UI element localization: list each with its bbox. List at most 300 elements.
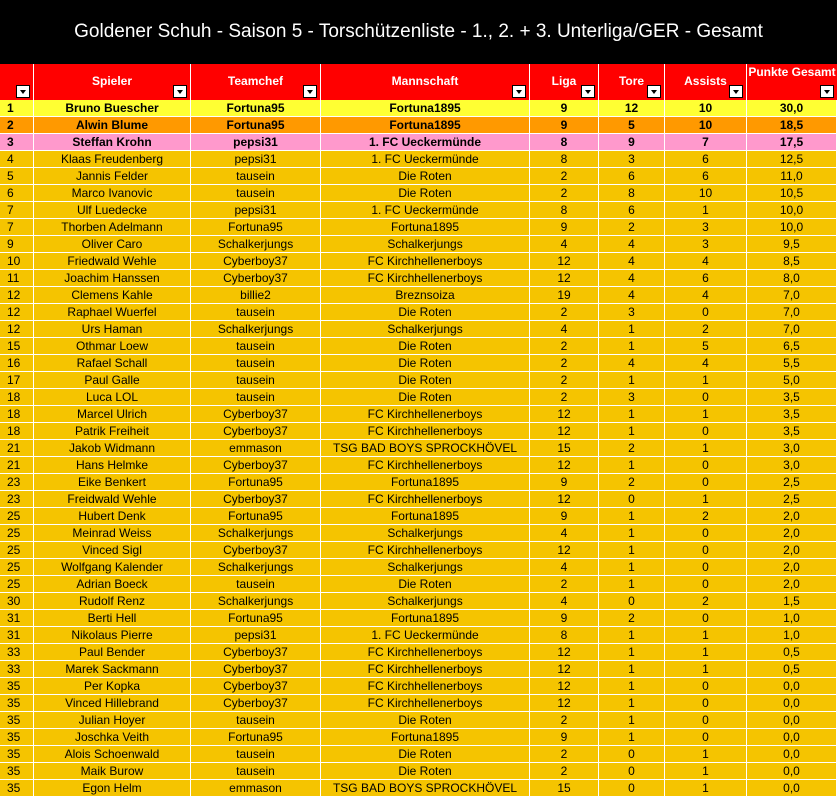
- cell-punkte[interactable]: 1,0: [747, 610, 837, 627]
- cell-liga[interactable]: 15: [530, 780, 599, 797]
- cell-spieler[interactable]: Vinced Hillebrand: [34, 695, 191, 712]
- cell-spieler[interactable]: Friedwald Wehle: [34, 253, 191, 270]
- cell-liga[interactable]: 12: [530, 542, 599, 559]
- cell-mannschaft[interactable]: Schalkerjungs: [321, 559, 530, 576]
- cell-mannschaft[interactable]: FC Kirchhellenerboys: [321, 644, 530, 661]
- cell-punkte[interactable]: 10,5: [747, 185, 837, 202]
- cell-teamchef[interactable]: pepsi31: [191, 627, 321, 644]
- cell-liga[interactable]: 9: [530, 610, 599, 627]
- filter-dropdown-icon[interactable]: [303, 85, 317, 98]
- cell-spieler[interactable]: Steffan Krohn: [34, 134, 191, 151]
- cell-rank[interactable]: 3: [0, 134, 34, 151]
- cell-assists[interactable]: 0: [665, 457, 747, 474]
- cell-mannschaft[interactable]: 1. FC Ueckermünde: [321, 151, 530, 168]
- cell-assists[interactable]: 0: [665, 474, 747, 491]
- cell-spieler[interactable]: Hans Helmke: [34, 457, 191, 474]
- cell-rank[interactable]: 12: [0, 287, 34, 304]
- cell-assists[interactable]: 1: [665, 763, 747, 780]
- cell-tore[interactable]: 4: [599, 355, 665, 372]
- cell-liga[interactable]: 12: [530, 491, 599, 508]
- cell-punkte[interactable]: 7,0: [747, 304, 837, 321]
- cell-mannschaft[interactable]: Fortuna1895: [321, 117, 530, 134]
- cell-assists[interactable]: 1: [665, 491, 747, 508]
- cell-teamchef[interactable]: Fortuna95: [191, 219, 321, 236]
- filter-dropdown-icon[interactable]: [647, 85, 661, 98]
- cell-punkte[interactable]: 7,0: [747, 321, 837, 338]
- cell-teamchef[interactable]: Cyberboy37: [191, 270, 321, 287]
- cell-teamchef[interactable]: emmason: [191, 440, 321, 457]
- cell-punkte[interactable]: 0,0: [747, 695, 837, 712]
- cell-mannschaft[interactable]: Die Roten: [321, 712, 530, 729]
- cell-assists[interactable]: 1: [665, 202, 747, 219]
- cell-mannschaft[interactable]: Fortuna1895: [321, 508, 530, 525]
- cell-rank[interactable]: 17: [0, 372, 34, 389]
- cell-liga[interactable]: 2: [530, 185, 599, 202]
- cell-liga[interactable]: 12: [530, 270, 599, 287]
- cell-teamchef[interactable]: tausein: [191, 355, 321, 372]
- cell-rank[interactable]: 9: [0, 236, 34, 253]
- cell-punkte[interactable]: 8,5: [747, 253, 837, 270]
- cell-punkte[interactable]: 0,5: [747, 661, 837, 678]
- cell-tore[interactable]: 1: [599, 406, 665, 423]
- cell-punkte[interactable]: 0,0: [747, 712, 837, 729]
- cell-teamchef[interactable]: Schalkerjungs: [191, 559, 321, 576]
- cell-tore[interactable]: 4: [599, 287, 665, 304]
- cell-punkte[interactable]: 10,0: [747, 202, 837, 219]
- cell-punkte[interactable]: 2,0: [747, 542, 837, 559]
- cell-spieler[interactable]: Raphael Wuerfel: [34, 304, 191, 321]
- cell-tore[interactable]: 1: [599, 627, 665, 644]
- cell-spieler[interactable]: Julian Hoyer: [34, 712, 191, 729]
- cell-rank[interactable]: 10: [0, 253, 34, 270]
- filter-dropdown-icon[interactable]: [173, 85, 187, 98]
- cell-liga[interactable]: 9: [530, 100, 599, 117]
- cell-assists[interactable]: 1: [665, 372, 747, 389]
- cell-rank[interactable]: 15: [0, 338, 34, 355]
- cell-tore[interactable]: 2: [599, 474, 665, 491]
- cell-rank[interactable]: 23: [0, 474, 34, 491]
- cell-liga[interactable]: 2: [530, 355, 599, 372]
- cell-spieler[interactable]: Jannis Felder: [34, 168, 191, 185]
- cell-liga[interactable]: 19: [530, 287, 599, 304]
- cell-mannschaft[interactable]: Die Roten: [321, 763, 530, 780]
- cell-liga[interactable]: 4: [530, 559, 599, 576]
- cell-assists[interactable]: 1: [665, 627, 747, 644]
- cell-rank[interactable]: 35: [0, 763, 34, 780]
- cell-tore[interactable]: 5: [599, 117, 665, 134]
- cell-liga[interactable]: 2: [530, 389, 599, 406]
- cell-teamchef[interactable]: Fortuna95: [191, 610, 321, 627]
- cell-rank[interactable]: 11: [0, 270, 34, 287]
- cell-rank[interactable]: 25: [0, 576, 34, 593]
- cell-liga[interactable]: 9: [530, 474, 599, 491]
- cell-rank[interactable]: 21: [0, 440, 34, 457]
- cell-liga[interactable]: 9: [530, 117, 599, 134]
- cell-assists[interactable]: 0: [665, 576, 747, 593]
- cell-mannschaft[interactable]: Die Roten: [321, 372, 530, 389]
- cell-punkte[interactable]: 10,0: [747, 219, 837, 236]
- cell-mannschaft[interactable]: Fortuna1895: [321, 729, 530, 746]
- cell-teamchef[interactable]: Cyberboy37: [191, 406, 321, 423]
- cell-tore[interactable]: 1: [599, 644, 665, 661]
- cell-mannschaft[interactable]: Die Roten: [321, 168, 530, 185]
- cell-mannschaft[interactable]: FC Kirchhellenerboys: [321, 661, 530, 678]
- cell-spieler[interactable]: Meinrad Weiss: [34, 525, 191, 542]
- cell-liga[interactable]: 12: [530, 457, 599, 474]
- cell-spieler[interactable]: Freidwald Wehle: [34, 491, 191, 508]
- cell-mannschaft[interactable]: FC Kirchhellenerboys: [321, 491, 530, 508]
- cell-rank[interactable]: 33: [0, 644, 34, 661]
- cell-assists[interactable]: 10: [665, 100, 747, 117]
- cell-punkte[interactable]: 0,0: [747, 763, 837, 780]
- cell-teamchef[interactable]: emmason: [191, 780, 321, 797]
- cell-mannschaft[interactable]: Die Roten: [321, 389, 530, 406]
- cell-rank[interactable]: 7: [0, 202, 34, 219]
- cell-punkte[interactable]: 3,5: [747, 406, 837, 423]
- cell-teamchef[interactable]: Cyberboy37: [191, 253, 321, 270]
- cell-mannschaft[interactable]: Die Roten: [321, 746, 530, 763]
- cell-spieler[interactable]: Egon Helm: [34, 780, 191, 797]
- cell-liga[interactable]: 2: [530, 576, 599, 593]
- cell-teamchef[interactable]: Schalkerjungs: [191, 525, 321, 542]
- cell-punkte[interactable]: 30,0: [747, 100, 837, 117]
- cell-assists[interactable]: 1: [665, 661, 747, 678]
- filter-dropdown-icon[interactable]: [820, 85, 834, 98]
- cell-punkte[interactable]: 0,0: [747, 780, 837, 797]
- cell-mannschaft[interactable]: FC Kirchhellenerboys: [321, 457, 530, 474]
- cell-liga[interactable]: 2: [530, 372, 599, 389]
- cell-assists[interactable]: 1: [665, 780, 747, 797]
- cell-spieler[interactable]: Adrian Boeck: [34, 576, 191, 593]
- cell-tore[interactable]: 1: [599, 372, 665, 389]
- cell-punkte[interactable]: 5,5: [747, 355, 837, 372]
- cell-teamchef[interactable]: tausein: [191, 576, 321, 593]
- cell-tore[interactable]: 4: [599, 236, 665, 253]
- cell-tore[interactable]: 1: [599, 559, 665, 576]
- cell-mannschaft[interactable]: Schalkerjungs: [321, 236, 530, 253]
- cell-liga[interactable]: 12: [530, 661, 599, 678]
- cell-teamchef[interactable]: billie2: [191, 287, 321, 304]
- cell-tore[interactable]: 0: [599, 593, 665, 610]
- cell-rank[interactable]: 31: [0, 610, 34, 627]
- cell-punkte[interactable]: 9,5: [747, 236, 837, 253]
- cell-spieler[interactable]: Othmar Loew: [34, 338, 191, 355]
- cell-punkte[interactable]: 0,0: [747, 746, 837, 763]
- cell-rank[interactable]: 21: [0, 457, 34, 474]
- cell-mannschaft[interactable]: 1. FC Ueckermünde: [321, 134, 530, 151]
- cell-liga[interactable]: 8: [530, 134, 599, 151]
- cell-tore[interactable]: 1: [599, 712, 665, 729]
- cell-spieler[interactable]: Patrik Freiheit: [34, 423, 191, 440]
- cell-rank[interactable]: 18: [0, 406, 34, 423]
- cell-punkte[interactable]: 7,0: [747, 287, 837, 304]
- cell-punkte[interactable]: 6,5: [747, 338, 837, 355]
- cell-teamchef[interactable]: tausein: [191, 168, 321, 185]
- cell-tore[interactable]: 1: [599, 508, 665, 525]
- cell-assists[interactable]: 4: [665, 287, 747, 304]
- cell-mannschaft[interactable]: TSG BAD BOYS SPROCKHÖVEL: [321, 780, 530, 797]
- cell-teamchef[interactable]: Schalkerjungs: [191, 593, 321, 610]
- cell-rank[interactable]: 2: [0, 117, 34, 134]
- cell-teamchef[interactable]: tausein: [191, 746, 321, 763]
- cell-teamchef[interactable]: pepsi31: [191, 134, 321, 151]
- cell-mannschaft[interactable]: Schalkerjungs: [321, 321, 530, 338]
- cell-spieler[interactable]: Alois Schoenwald: [34, 746, 191, 763]
- cell-assists[interactable]: 1: [665, 440, 747, 457]
- cell-rank[interactable]: 4: [0, 151, 34, 168]
- cell-teamchef[interactable]: tausein: [191, 712, 321, 729]
- cell-teamchef[interactable]: tausein: [191, 389, 321, 406]
- cell-assists[interactable]: 2: [665, 508, 747, 525]
- cell-teamchef[interactable]: Fortuna95: [191, 117, 321, 134]
- cell-assists[interactable]: 2: [665, 593, 747, 610]
- cell-tore[interactable]: 1: [599, 423, 665, 440]
- cell-tore[interactable]: 1: [599, 695, 665, 712]
- cell-mannschaft[interactable]: FC Kirchhellenerboys: [321, 542, 530, 559]
- cell-punkte[interactable]: 0,0: [747, 729, 837, 746]
- cell-mannschaft[interactable]: Die Roten: [321, 304, 530, 321]
- cell-rank[interactable]: 16: [0, 355, 34, 372]
- cell-teamchef[interactable]: Cyberboy37: [191, 678, 321, 695]
- cell-liga[interactable]: 4: [530, 321, 599, 338]
- cell-rank[interactable]: 33: [0, 661, 34, 678]
- cell-tore[interactable]: 1: [599, 542, 665, 559]
- cell-mannschaft[interactable]: Fortuna1895: [321, 100, 530, 117]
- cell-punkte[interactable]: 3,5: [747, 389, 837, 406]
- cell-teamchef[interactable]: Fortuna95: [191, 474, 321, 491]
- cell-liga[interactable]: 4: [530, 525, 599, 542]
- cell-liga[interactable]: 8: [530, 151, 599, 168]
- cell-rank[interactable]: 35: [0, 729, 34, 746]
- cell-liga[interactable]: 4: [530, 236, 599, 253]
- cell-mannschaft[interactable]: Die Roten: [321, 338, 530, 355]
- cell-teamchef[interactable]: tausein: [191, 372, 321, 389]
- cell-teamchef[interactable]: pepsi31: [191, 202, 321, 219]
- cell-tore[interactable]: 3: [599, 389, 665, 406]
- cell-punkte[interactable]: 2,0: [747, 559, 837, 576]
- cell-teamchef[interactable]: Cyberboy37: [191, 423, 321, 440]
- cell-mannschaft[interactable]: 1. FC Ueckermünde: [321, 627, 530, 644]
- cell-assists[interactable]: 0: [665, 525, 747, 542]
- cell-liga[interactable]: 12: [530, 406, 599, 423]
- cell-punkte[interactable]: 1,0: [747, 627, 837, 644]
- cell-spieler[interactable]: Marek Sackmann: [34, 661, 191, 678]
- cell-rank[interactable]: 18: [0, 389, 34, 406]
- cell-punkte[interactable]: 0,5: [747, 644, 837, 661]
- cell-teamchef[interactable]: tausein: [191, 185, 321, 202]
- cell-mannschaft[interactable]: FC Kirchhellenerboys: [321, 423, 530, 440]
- cell-rank[interactable]: 12: [0, 321, 34, 338]
- cell-tore[interactable]: 3: [599, 151, 665, 168]
- cell-teamchef[interactable]: tausein: [191, 763, 321, 780]
- cell-assists[interactable]: 1: [665, 406, 747, 423]
- cell-spieler[interactable]: Alwin Blume: [34, 117, 191, 134]
- cell-assists[interactable]: 0: [665, 389, 747, 406]
- cell-tore[interactable]: 1: [599, 338, 665, 355]
- cell-liga[interactable]: 2: [530, 763, 599, 780]
- cell-spieler[interactable]: Thorben Adelmann: [34, 219, 191, 236]
- cell-spieler[interactable]: Urs Haman: [34, 321, 191, 338]
- cell-punkte[interactable]: 8,0: [747, 270, 837, 287]
- cell-teamchef[interactable]: Cyberboy37: [191, 491, 321, 508]
- cell-punkte[interactable]: 11,0: [747, 168, 837, 185]
- cell-mannschaft[interactable]: Die Roten: [321, 185, 530, 202]
- cell-tore[interactable]: 8: [599, 185, 665, 202]
- cell-tore[interactable]: 1: [599, 321, 665, 338]
- cell-spieler[interactable]: Marco Ivanovic: [34, 185, 191, 202]
- cell-punkte[interactable]: 2,0: [747, 525, 837, 542]
- cell-tore[interactable]: 0: [599, 763, 665, 780]
- cell-spieler[interactable]: Wolfgang Kalender: [34, 559, 191, 576]
- cell-rank[interactable]: 7: [0, 219, 34, 236]
- cell-assists[interactable]: 0: [665, 695, 747, 712]
- cell-mannschaft[interactable]: Fortuna1895: [321, 219, 530, 236]
- cell-spieler[interactable]: Eike Benkert: [34, 474, 191, 491]
- cell-spieler[interactable]: Hubert Denk: [34, 508, 191, 525]
- cell-liga[interactable]: 12: [530, 678, 599, 695]
- cell-assists[interactable]: 1: [665, 746, 747, 763]
- cell-assists[interactable]: 10: [665, 117, 747, 134]
- cell-teamchef[interactable]: Fortuna95: [191, 508, 321, 525]
- cell-assists[interactable]: 6: [665, 151, 747, 168]
- cell-spieler[interactable]: Vinced Sigl: [34, 542, 191, 559]
- cell-spieler[interactable]: Nikolaus Pierre: [34, 627, 191, 644]
- cell-teamchef[interactable]: pepsi31: [191, 151, 321, 168]
- cell-teamchef[interactable]: Cyberboy37: [191, 695, 321, 712]
- filter-dropdown-icon[interactable]: [512, 85, 526, 98]
- filter-dropdown-icon[interactable]: [729, 85, 743, 98]
- cell-punkte[interactable]: 3,0: [747, 457, 837, 474]
- cell-tore[interactable]: 1: [599, 457, 665, 474]
- cell-teamchef[interactable]: tausein: [191, 338, 321, 355]
- cell-punkte[interactable]: 18,5: [747, 117, 837, 134]
- cell-spieler[interactable]: Rudolf Renz: [34, 593, 191, 610]
- cell-liga[interactable]: 2: [530, 746, 599, 763]
- cell-tore[interactable]: 1: [599, 678, 665, 695]
- cell-assists[interactable]: 1: [665, 644, 747, 661]
- cell-spieler[interactable]: Clemens Kahle: [34, 287, 191, 304]
- cell-tore[interactable]: 4: [599, 270, 665, 287]
- cell-rank[interactable]: 25: [0, 525, 34, 542]
- cell-spieler[interactable]: Marcel Ulrich: [34, 406, 191, 423]
- cell-assists[interactable]: 10: [665, 185, 747, 202]
- cell-tore[interactable]: 2: [599, 440, 665, 457]
- cell-teamchef[interactable]: Cyberboy37: [191, 542, 321, 559]
- cell-liga[interactable]: 12: [530, 644, 599, 661]
- cell-spieler[interactable]: Ulf Luedecke: [34, 202, 191, 219]
- cell-punkte[interactable]: 3,0: [747, 440, 837, 457]
- cell-assists[interactable]: 0: [665, 423, 747, 440]
- cell-rank[interactable]: 31: [0, 627, 34, 644]
- cell-spieler[interactable]: Bruno Buescher: [34, 100, 191, 117]
- cell-spieler[interactable]: Paul Galle: [34, 372, 191, 389]
- cell-mannschaft[interactable]: Fortuna1895: [321, 610, 530, 627]
- cell-liga[interactable]: 9: [530, 729, 599, 746]
- cell-mannschaft[interactable]: FC Kirchhellenerboys: [321, 253, 530, 270]
- cell-assists[interactable]: 0: [665, 542, 747, 559]
- cell-assists[interactable]: 0: [665, 610, 747, 627]
- cell-tore[interactable]: 0: [599, 746, 665, 763]
- cell-punkte[interactable]: 2,0: [747, 576, 837, 593]
- cell-teamchef[interactable]: Fortuna95: [191, 729, 321, 746]
- cell-rank[interactable]: 30: [0, 593, 34, 610]
- cell-spieler[interactable]: Maik Burow: [34, 763, 191, 780]
- cell-spieler[interactable]: Joachim Hanssen: [34, 270, 191, 287]
- cell-mannschaft[interactable]: Schalkerjungs: [321, 525, 530, 542]
- cell-tore[interactable]: 2: [599, 610, 665, 627]
- cell-spieler[interactable]: Jakob Widmann: [34, 440, 191, 457]
- cell-liga[interactable]: 12: [530, 695, 599, 712]
- filter-dropdown-icon[interactable]: [581, 85, 595, 98]
- cell-rank[interactable]: 18: [0, 423, 34, 440]
- cell-punkte[interactable]: 17,5: [747, 134, 837, 151]
- cell-liga[interactable]: 12: [530, 423, 599, 440]
- cell-teamchef[interactable]: Schalkerjungs: [191, 236, 321, 253]
- cell-spieler[interactable]: Per Kopka: [34, 678, 191, 695]
- cell-assists[interactable]: 3: [665, 236, 747, 253]
- cell-rank[interactable]: 35: [0, 712, 34, 729]
- cell-liga[interactable]: 12: [530, 253, 599, 270]
- cell-spieler[interactable]: Joschka Veith: [34, 729, 191, 746]
- cell-assists[interactable]: 4: [665, 253, 747, 270]
- cell-tore[interactable]: 3: [599, 304, 665, 321]
- cell-rank[interactable]: 6: [0, 185, 34, 202]
- cell-liga[interactable]: 8: [530, 202, 599, 219]
- cell-mannschaft[interactable]: Die Roten: [321, 576, 530, 593]
- cell-rank[interactable]: 25: [0, 559, 34, 576]
- cell-punkte[interactable]: 3,5: [747, 423, 837, 440]
- cell-liga[interactable]: 2: [530, 712, 599, 729]
- cell-mannschaft[interactable]: 1. FC Ueckermünde: [321, 202, 530, 219]
- cell-punkte[interactable]: 2,0: [747, 508, 837, 525]
- cell-spieler[interactable]: Paul Bender: [34, 644, 191, 661]
- cell-punkte[interactable]: 0,0: [747, 678, 837, 695]
- cell-punkte[interactable]: 12,5: [747, 151, 837, 168]
- cell-rank[interactable]: 35: [0, 678, 34, 695]
- cell-rank[interactable]: 5: [0, 168, 34, 185]
- cell-rank[interactable]: 23: [0, 491, 34, 508]
- cell-mannschaft[interactable]: TSG BAD BOYS SPROCKHÖVEL: [321, 440, 530, 457]
- cell-teamchef[interactable]: tausein: [191, 304, 321, 321]
- cell-tore[interactable]: 1: [599, 729, 665, 746]
- cell-tore[interactable]: 2: [599, 219, 665, 236]
- cell-punkte[interactable]: 5,0: [747, 372, 837, 389]
- cell-mannschaft[interactable]: Breznsoiza: [321, 287, 530, 304]
- cell-liga[interactable]: 9: [530, 508, 599, 525]
- cell-liga[interactable]: 4: [530, 593, 599, 610]
- cell-tore[interactable]: 4: [599, 253, 665, 270]
- cell-spieler[interactable]: Berti Hell: [34, 610, 191, 627]
- cell-assists[interactable]: 0: [665, 559, 747, 576]
- cell-rank[interactable]: 1: [0, 100, 34, 117]
- cell-assists[interactable]: 0: [665, 304, 747, 321]
- cell-tore[interactable]: 0: [599, 780, 665, 797]
- cell-mannschaft[interactable]: FC Kirchhellenerboys: [321, 406, 530, 423]
- cell-teamchef[interactable]: Cyberboy37: [191, 644, 321, 661]
- cell-liga[interactable]: 2: [530, 304, 599, 321]
- cell-assists[interactable]: 0: [665, 678, 747, 695]
- cell-teamchef[interactable]: Fortuna95: [191, 100, 321, 117]
- cell-assists[interactable]: 5: [665, 338, 747, 355]
- cell-spieler[interactable]: Klaas Freudenberg: [34, 151, 191, 168]
- cell-mannschaft[interactable]: Schalkerjungs: [321, 593, 530, 610]
- cell-assists[interactable]: 7: [665, 134, 747, 151]
- cell-rank[interactable]: 35: [0, 746, 34, 763]
- cell-assists[interactable]: 0: [665, 729, 747, 746]
- cell-punkte[interactable]: 1,5: [747, 593, 837, 610]
- cell-mannschaft[interactable]: FC Kirchhellenerboys: [321, 270, 530, 287]
- cell-liga[interactable]: 9: [530, 219, 599, 236]
